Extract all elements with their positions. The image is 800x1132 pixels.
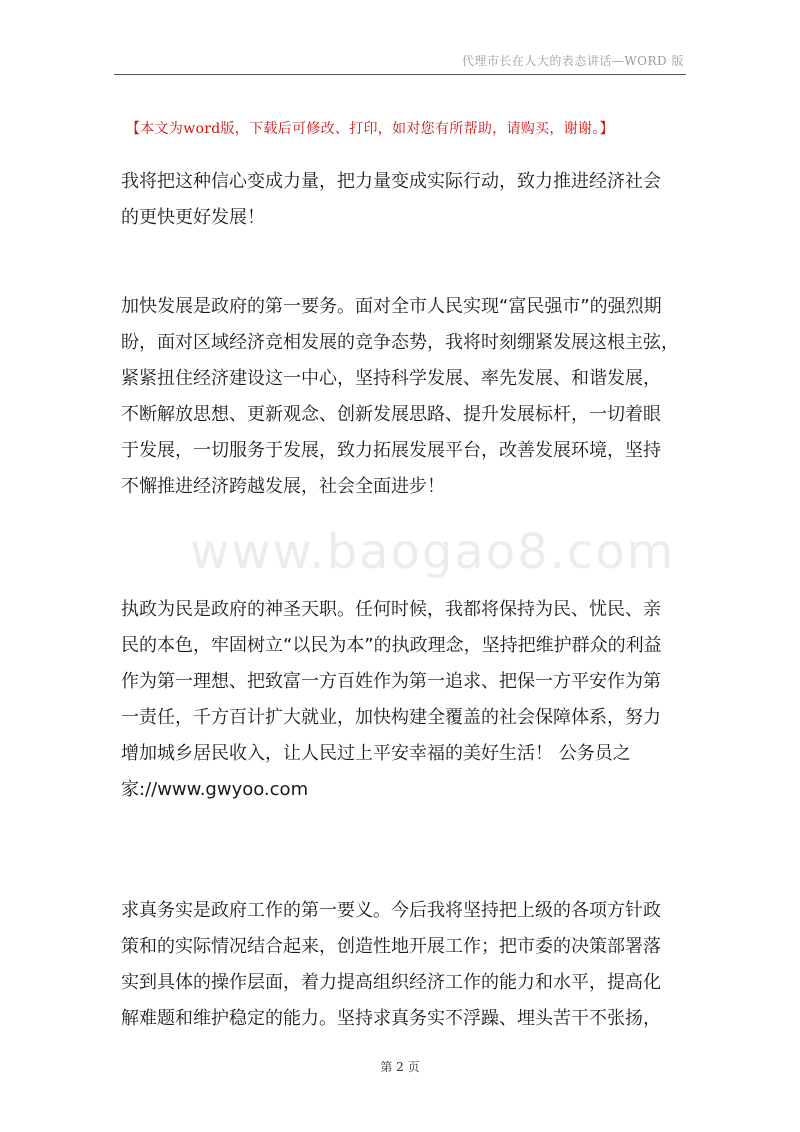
paragraph-line: 紧紧扭住经济建设这一中心，坚持科学发展、率先发展、和谐发展， — [121, 368, 661, 389]
paragraph-line: 求真务实是政府工作的第一要义。今后我将坚持把上级的各项方针政 — [121, 900, 661, 921]
paragraph-line: 策和的实际情况结合起来，创造性地开展工作；把市委的决策部署落 — [121, 936, 661, 957]
paragraph-line: 作为第一理想、把致富一方百姓作为第一追求、把保一方平安作为第 — [121, 671, 661, 692]
paragraph-line: 家://www.gwyoo.com — [121, 779, 309, 800]
paragraph-line: 实到具体的操作层面，着力提高组织经济工作的能力和水平，提高化 — [121, 972, 661, 993]
header-divider — [114, 74, 686, 75]
site-watermark: www.baogao8.com — [190, 524, 676, 580]
paragraph-line: 执政为民是政府的神圣天职。任何时候，我都将保持为民、忧民、亲 — [121, 599, 661, 620]
paragraph-line: 加快发展是政府的第一要务。面对全市人民实现“富民强市”的强烈期 — [121, 296, 662, 317]
paragraph-line: 民的本色，牢固树立“以民为本”的执政理念，坚持把维护群众的利益 — [121, 635, 662, 656]
document-header-title: 代理市长在人大的表态讲话—WORD 版 — [461, 54, 684, 68]
paragraph-line: 的更快更好发展！ — [121, 207, 265, 228]
paragraph-line: 盼，面对区域经济竞相发展的竞争态势，我将时刻绷紧发展这根主弦， — [121, 332, 679, 353]
paragraph-line: 增加城乡居民收入，让人民过上平安幸福的美好生活！ 公务员之 — [121, 743, 631, 764]
paragraph-line: 一责任，千方百计扩大就业，加快构建全覆盖的社会保障体系，努力 — [121, 707, 661, 728]
paragraph-4 — [121, 893, 687, 1037]
paragraph-line: 我将把这种信心变成力量，把力量变成实际行动，致力推进经济社会 — [121, 171, 661, 192]
paragraph-1 — [121, 164, 687, 236]
paragraph-line: 不断解放思想、更新观念、创新发展思路、提升发展标杆，一切着眼 — [121, 404, 661, 425]
paragraph-line: 解难题和维护稳定的能力。坚持求真务实不浮躁、埋头苦干不张扬， — [121, 1008, 661, 1029]
paragraph-2 — [121, 289, 687, 505]
purchase-notice: 【本文为word版，下载后可修改、打印，如对您有所帮助，请购买，谢谢。】 — [126, 121, 614, 137]
paragraph-line: 于发展，一切服务于发展，致力拓展发展平台，改善发展环境，坚持 — [121, 440, 661, 461]
page-number: 第 2 页 — [380, 1060, 420, 1074]
paragraph-line: 不懈推进经济跨越发展，社会全面进步！ — [121, 476, 445, 497]
paragraph-3 — [121, 592, 687, 808]
